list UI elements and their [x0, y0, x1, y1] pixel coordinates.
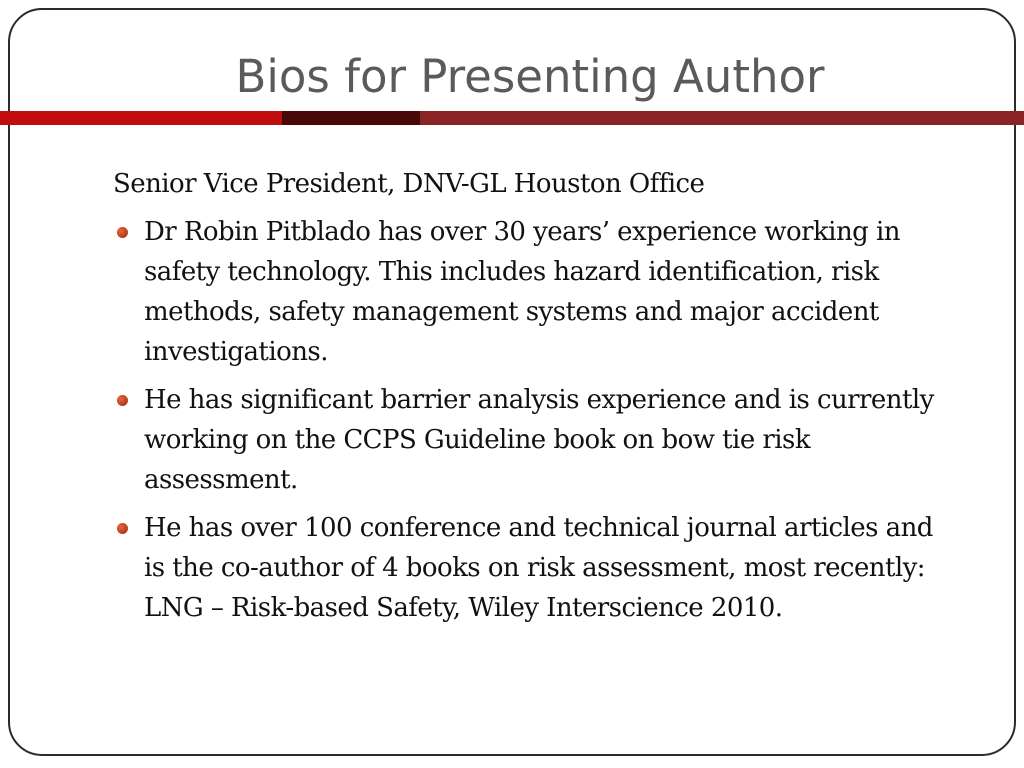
bullet-item: [113, 212, 983, 372]
bullet-item: [113, 380, 983, 500]
bullet-line: methods, safety management systems and major accident: [144, 297, 879, 327]
bio-bullet-list: [113, 212, 983, 628]
bullet-line: investigations.: [144, 337, 328, 367]
bullet-line: He has significant barrier analysis experience and is currently: [144, 385, 934, 415]
bullet-line: safety technology. This includes hazard identification, risk: [144, 257, 879, 287]
author-role: Senior Vice President, DNV-GL Houston Office: [113, 169, 705, 199]
divider-dark-segment: [282, 111, 420, 125]
bullet-dot-icon: [117, 395, 128, 406]
bullet-line: LNG – Risk-based Safety, Wiley Interscience 2010.: [144, 593, 783, 623]
bullet-line: assessment.: [144, 465, 298, 495]
slide-title: Bios for Presenting Author: [235, 50, 825, 103]
slide-body: [113, 164, 983, 636]
bullet-line: working on the CCPS Guideline book on bow tie risk: [144, 425, 811, 455]
bullet-item: [113, 508, 983, 628]
bullet-line: He has over 100 conference and technical journal articles and: [144, 513, 933, 543]
bullet-dot-icon: [117, 523, 128, 534]
bullet-dot-icon: [117, 227, 128, 238]
divider-maroon-segment: [420, 111, 1024, 125]
bullet-line: is the co-author of 4 books on risk assessment, most recently:: [144, 553, 925, 583]
title-divider: [0, 111, 1024, 125]
divider-red-segment: [0, 111, 282, 125]
bullet-line: Dr Robin Pitblado has over 30 years’ experience working in: [144, 217, 900, 247]
